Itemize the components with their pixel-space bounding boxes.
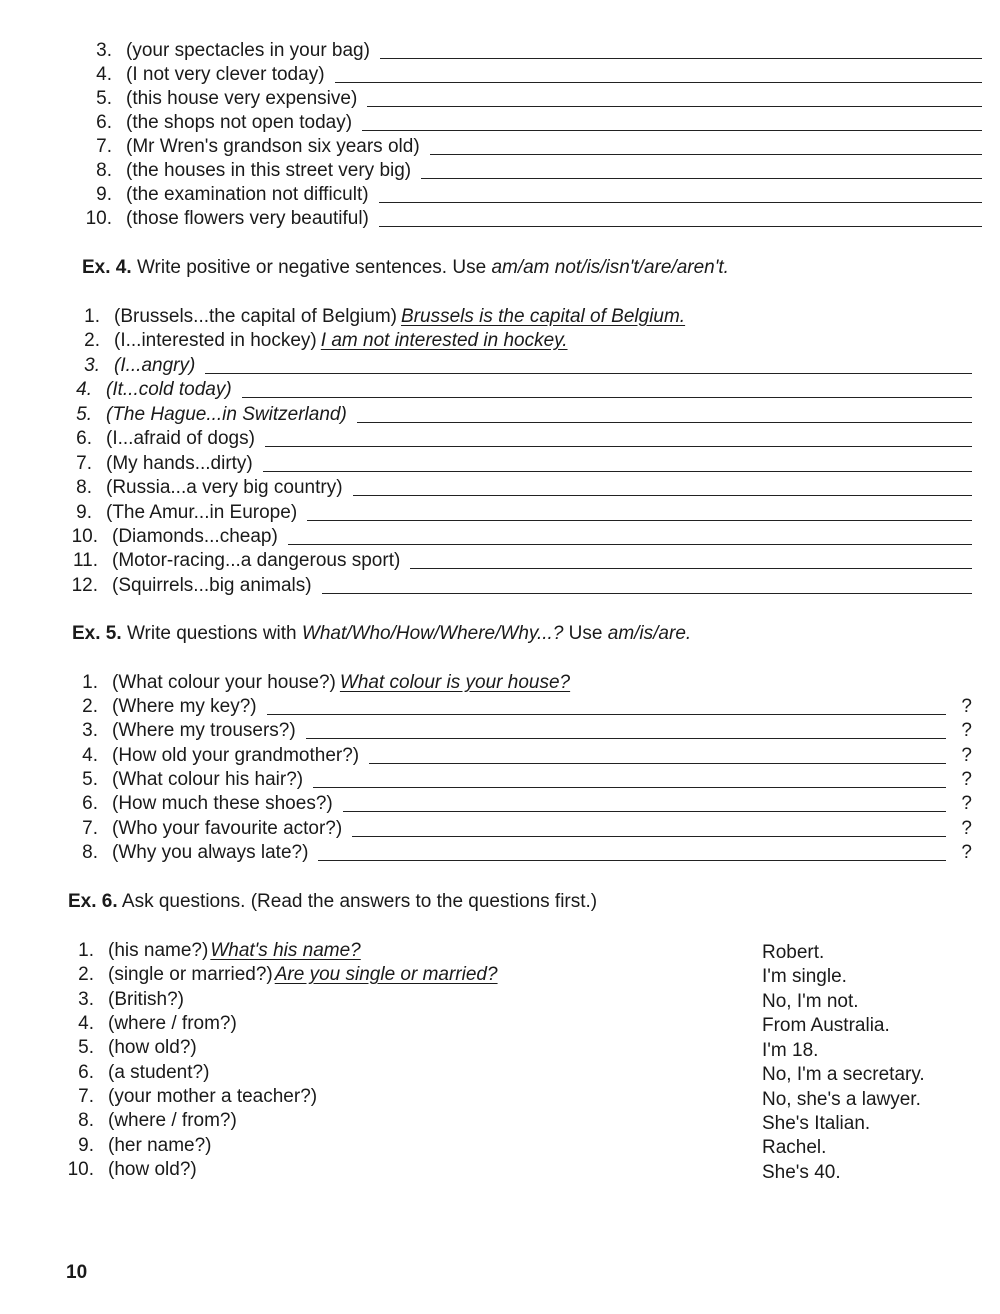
exercise-instruction-italic-2: am/is/are.	[607, 623, 692, 644]
answer-blank[interactable]	[335, 81, 982, 83]
answer-blank[interactable]	[265, 445, 972, 447]
item-prompt: (Motor-racing...a dangerous sport)	[112, 550, 401, 571]
answer-blank[interactable]	[367, 105, 982, 107]
ex6-item	[56, 1011, 736, 1035]
item-prompt: (single or married?)	[108, 964, 273, 985]
item-prompt: (Russia...a very big country)	[106, 477, 343, 498]
item-prompt: (your mother a teacher?)	[108, 1086, 318, 1107]
item-number: 5.	[76, 404, 92, 425]
item-prompt: (How old your grandmother?)	[112, 745, 360, 766]
ex4-item	[66, 328, 972, 352]
answer-blank[interactable]	[430, 153, 982, 155]
given-answer: No, she's a lawyer.	[762, 1089, 921, 1110]
item-prompt: (her name?)	[108, 1135, 212, 1156]
question-mark: ?	[961, 842, 972, 863]
item-number: 8.	[78, 1110, 94, 1131]
ex4-item	[66, 426, 972, 450]
item-prompt: (how old?)	[108, 1037, 197, 1058]
item-number: 3.	[82, 720, 98, 741]
ex3-item	[70, 38, 982, 62]
ex5-item	[60, 767, 972, 791]
ex3-item	[70, 182, 982, 206]
item-number: 9.	[76, 502, 92, 523]
answer-blank[interactable]	[379, 201, 982, 203]
item-prompt: (how old?)	[108, 1159, 197, 1180]
item-number: 4.	[82, 745, 98, 766]
item-prompt: (Who your favourite actor?)	[112, 818, 343, 839]
exercise-label: Ex. 5.	[72, 623, 122, 644]
given-answer: No, I'm a secretary.	[762, 1064, 925, 1085]
item-number: 1.	[82, 672, 98, 693]
item-prompt: (the examination not difficult)	[126, 184, 369, 205]
ex5-item	[60, 743, 972, 767]
item-number: 4.	[76, 379, 92, 400]
given-answer: She's 40.	[762, 1162, 841, 1183]
ex4-item	[66, 524, 972, 548]
ex5-item	[60, 816, 972, 840]
answer-blank[interactable]	[352, 835, 946, 837]
item-number: 6.	[82, 793, 98, 814]
item-number: 1.	[78, 940, 94, 961]
question-mark: ?	[961, 818, 972, 839]
item-prompt: (British?)	[108, 989, 185, 1010]
item-number: 5.	[78, 1037, 94, 1058]
item-prompt: (where / from?)	[108, 1013, 237, 1034]
question-mark: ?	[961, 696, 972, 717]
ex4-item	[66, 304, 972, 328]
exercise-instruction-mid: Use	[563, 623, 608, 644]
item-prompt: (your spectacles in your bag)	[126, 40, 370, 61]
ex3-item	[70, 158, 982, 182]
item-number: 6.	[76, 428, 92, 449]
question-mark: ?	[961, 745, 972, 766]
item-number: 1.	[84, 306, 100, 327]
answer-blank[interactable]	[369, 762, 946, 764]
item-prompt: (those flowers very beautiful)	[126, 208, 369, 229]
item-prompt: (What colour your house?)	[112, 672, 336, 693]
ex3-item	[70, 62, 982, 86]
ex5-item	[60, 694, 972, 718]
question-mark: ?	[961, 769, 972, 790]
answer-blank[interactable]	[421, 177, 982, 179]
item-number: 3.	[96, 40, 112, 61]
item-number: 7.	[78, 1086, 94, 1107]
answer-blank[interactable]	[380, 57, 982, 59]
question-mark: ?	[961, 793, 972, 814]
given-answer: I'm single.	[762, 966, 847, 987]
item-prompt: (I not very clever today)	[126, 64, 325, 85]
item-prompt: (a student?)	[108, 1062, 210, 1083]
given-answer: I'm 18.	[762, 1040, 819, 1061]
answer-blank[interactable]	[205, 372, 972, 374]
ex3-item	[70, 86, 982, 110]
ex6-item	[56, 962, 736, 986]
answer-blank[interactable]	[353, 494, 972, 496]
ex4-item	[66, 353, 972, 377]
item-number: 2.	[82, 696, 98, 717]
item-prompt: (I...afraid of dogs)	[106, 428, 255, 449]
sample-answer: I am not interested in hockey.	[320, 330, 568, 351]
answer-blank[interactable]	[343, 810, 946, 812]
item-prompt: (What colour his hair?)	[112, 769, 304, 790]
exercise-instruction-italic: am/am not/is/isn't/are/aren't.	[491, 257, 729, 278]
sample-answer: Are you single or married?	[274, 964, 498, 985]
ex6-item	[56, 1108, 736, 1132]
ex5-heading	[72, 622, 691, 646]
answer-blank[interactable]	[379, 225, 982, 227]
ex4-item	[66, 377, 972, 401]
item-prompt: (My hands...dirty)	[106, 453, 253, 474]
ex6-item	[56, 1035, 736, 1059]
item-number: 5.	[82, 769, 98, 790]
exercise-label: Ex. 4.	[82, 257, 132, 278]
answer-blank[interactable]	[306, 737, 946, 739]
item-prompt: (Diamonds...cheap)	[112, 526, 278, 547]
item-prompt: (his name?)	[108, 940, 209, 961]
item-prompt: (I...angry)	[114, 355, 196, 376]
given-answer: Robert.	[762, 942, 825, 963]
exercise-instruction: Write positive or negative sentences. Use	[136, 257, 492, 278]
ex6-item	[56, 1157, 736, 1181]
item-prompt: (the houses in this street very big)	[126, 160, 412, 181]
ex4-item	[66, 548, 972, 572]
ex5-item	[60, 670, 972, 694]
item-number: 6.	[78, 1062, 94, 1083]
question-mark: ?	[961, 720, 972, 741]
item-number: 4.	[78, 1013, 94, 1034]
item-number: 3.	[78, 989, 94, 1010]
item-number: 6.	[96, 112, 112, 133]
page-number: 10	[66, 1262, 88, 1283]
item-prompt: (The Amur...in Europe)	[106, 502, 298, 523]
ex6-item	[56, 987, 736, 1011]
item-prompt: (the shops not open today)	[126, 112, 353, 133]
ex4-item	[66, 500, 972, 524]
given-answer: No, I'm not.	[762, 991, 859, 1012]
answer-blank[interactable]	[263, 470, 972, 472]
item-number: 4.	[96, 64, 112, 85]
ex3-item	[70, 110, 982, 134]
item-number: 3.	[84, 355, 100, 376]
item-number: 2.	[84, 330, 100, 351]
ex4-item	[66, 573, 972, 597]
sample-answer: What's his name?	[210, 940, 361, 961]
item-prompt: (Where my trousers?)	[112, 720, 296, 741]
item-number: 7.	[82, 818, 98, 839]
item-prompt: (Squirrels...big animals)	[112, 575, 312, 596]
item-prompt: (Mr Wren's grandson six years old)	[126, 136, 420, 157]
ex6-item	[56, 938, 736, 962]
ex4-item	[66, 451, 972, 475]
item-number: 10.	[85, 208, 112, 229]
item-number: 9.	[78, 1135, 94, 1156]
answer-blank[interactable]	[267, 713, 946, 715]
ex4-item	[66, 402, 972, 426]
answer-blank[interactable]	[242, 396, 972, 398]
item-prompt: (It...cold today)	[106, 379, 232, 400]
item-prompt: (this house very expensive)	[126, 88, 358, 109]
ex5-item	[60, 718, 972, 742]
item-number: 12.	[71, 575, 98, 596]
item-prompt: (Where my key?)	[112, 696, 257, 717]
sample-answer: Brussels is the capital of Belgium.	[401, 306, 686, 327]
answer-blank[interactable]	[318, 859, 946, 861]
item-prompt: (How much these shoes?)	[112, 793, 333, 814]
ex3-item	[70, 134, 982, 158]
exercise-instruction: Write questions with	[126, 623, 302, 644]
item-prompt: (The Hague...in Switzerland)	[106, 404, 347, 425]
given-answer: Rachel.	[762, 1137, 827, 1158]
item-number: 7.	[96, 136, 112, 157]
item-prompt: (Why you always late?)	[112, 842, 309, 863]
item-number: 8.	[76, 477, 92, 498]
given-answer: From Australia.	[762, 1015, 890, 1036]
item-number: 9.	[96, 184, 112, 205]
ex6-item	[56, 1133, 736, 1157]
answer-blank[interactable]	[322, 592, 972, 594]
exercise-label: Ex. 6.	[68, 891, 118, 912]
item-prompt: (where / from?)	[108, 1110, 237, 1131]
ex5-item	[60, 840, 972, 864]
exercise-instruction-italic: What/Who/How/Where/Why...?	[301, 623, 564, 644]
item-prompt: (Brussels...the capital of Belgium)	[114, 306, 398, 327]
item-number: 8.	[82, 842, 98, 863]
item-number: 2.	[78, 964, 94, 985]
item-prompt: (I...interested in hockey)	[114, 330, 317, 351]
item-number: 10.	[71, 526, 98, 547]
ex4-heading	[82, 256, 729, 280]
answer-blank[interactable]	[410, 567, 972, 569]
ex6-item	[56, 1060, 736, 1084]
answer-blank[interactable]	[362, 129, 982, 131]
answer-blank[interactable]	[357, 421, 972, 423]
exercise-instruction: Ask questions. (Read the answers to the questions first.)	[121, 891, 598, 912]
item-number: 7.	[76, 453, 92, 474]
answer-blank[interactable]	[288, 543, 972, 545]
ex6-item	[56, 1084, 736, 1108]
given-answer: She's Italian.	[762, 1113, 871, 1134]
item-number: 5.	[96, 88, 112, 109]
ex6-heading	[68, 890, 597, 914]
ex4-item	[66, 475, 972, 499]
ex3-item	[70, 206, 982, 230]
item-number: 10.	[67, 1159, 94, 1180]
item-number: 8.	[96, 160, 112, 181]
ex5-item	[60, 791, 972, 815]
answer-blank[interactable]	[307, 519, 972, 521]
item-number: 11.	[72, 550, 98, 571]
sample-answer: What colour is your house?	[339, 672, 571, 693]
answer-blank[interactable]	[313, 786, 946, 788]
